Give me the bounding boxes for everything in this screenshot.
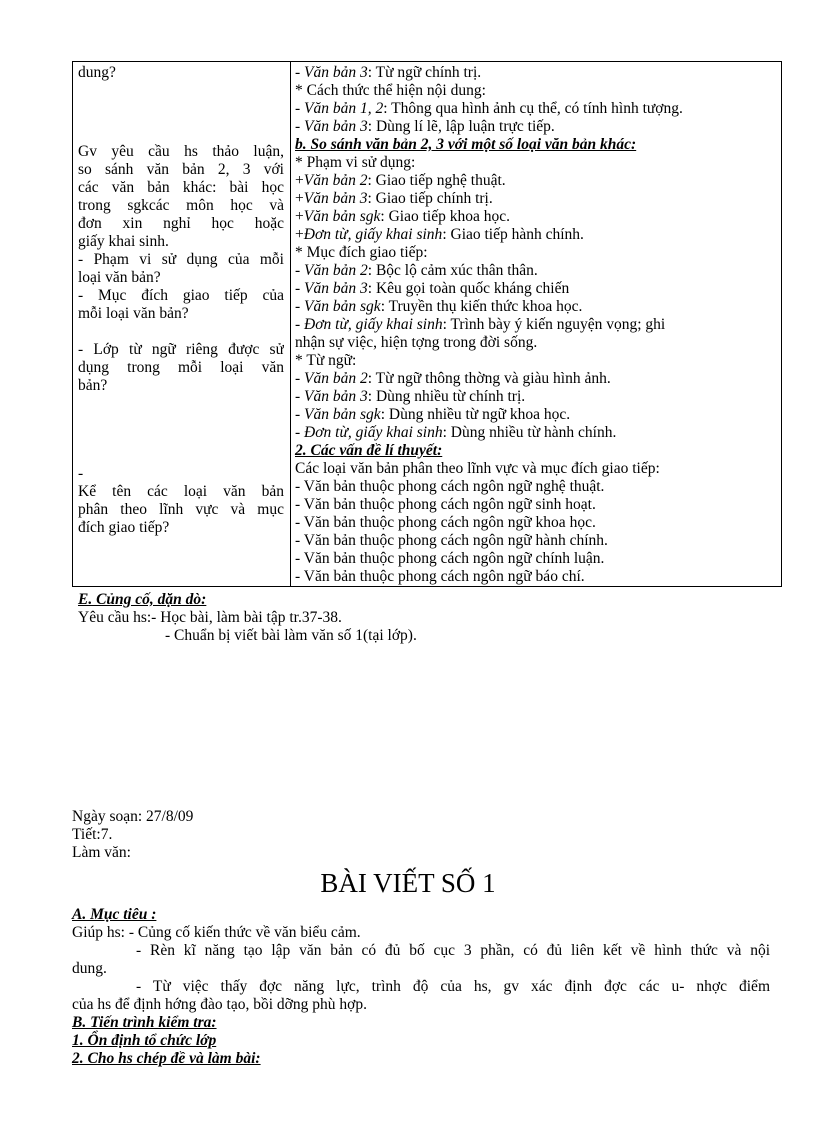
right-cell-line: - Văn bản 3: Kêu gọi toàn quốc kháng chiến (295, 280, 570, 297)
right-cell-line: - Văn bản 3: Dùng lí lẽ, lập luận trực tiếp. (295, 118, 555, 135)
right-cell-line: - Văn bản thuộc phong cách ngôn ngữ khoa học. (295, 514, 596, 531)
left-cell-line: đích giao tiếp? (78, 519, 170, 536)
right-cell-line: * Cách thức thể hiện nội dung: (295, 82, 486, 99)
right-cell-line: - Văn bản sgk: Dùng nhiều từ ngữ khoa học. (295, 406, 571, 423)
objective-line: - Rèn kĩ năng tạo lập văn bản có đủ bố cục 3 phần, có đủ liên kết về hình thức và nội (136, 942, 770, 959)
left-cell-line: trong sgkcác môn học và (78, 197, 284, 214)
right-cell-line: - Văn bản thuộc phong cách ngôn ngữ nghệ thuật. (295, 478, 605, 495)
step-organize-class: 1. Ổn định tổ chức lớp (72, 1032, 217, 1049)
objectives-heading: A. Mục tiêu : (72, 906, 157, 923)
left-cell-line: dụng trong mỗi loại văn (78, 359, 284, 376)
right-cell-line: - Văn bản thuộc phong cách ngôn ngữ hành chính. (295, 532, 608, 549)
left-cell-line: các văn bản khác: bài học (78, 179, 284, 196)
right-cell-line: * Phạm vi sử dụng: (295, 154, 416, 171)
objective-line: Giúp hs: - Củng cố kiến thức về văn biểu cảm. (72, 924, 361, 941)
objective-line: dung. (72, 960, 107, 977)
right-cell-line: - Văn bản 3: Từ ngữ chính trị. (295, 64, 482, 81)
right-cell-line: - Văn bản 2: Bộc lộ cảm xúc thân thân. (295, 262, 538, 279)
subject: Làm văn: (72, 844, 131, 861)
right-cell-line: - Văn bản thuộc phong cách ngôn ngữ báo chí. (295, 568, 585, 585)
lesson-table (72, 61, 782, 587)
objective-line: của hs để định hớng đào tạo, bồi dỡng phù hợp. (72, 996, 367, 1013)
right-cell-heading: 2. Các vấn đề lí thuyết: (295, 442, 443, 459)
right-cell-line: * Mục đích giao tiếp: (295, 244, 428, 261)
right-cell-line: - Văn bản 1, 2: Thông qua hình ảnh cụ thể, có tính hình tượng. (295, 100, 683, 117)
right-cell-line: - Văn bản 3: Dùng nhiều từ chính trị. (295, 388, 526, 405)
right-cell-line: * Từ ngữ: (295, 352, 357, 369)
right-cell-line: - Văn bản thuộc phong cách ngôn ngữ sinh hoạt. (295, 496, 596, 513)
left-cell-line: - Lớp từ ngữ riêng được sử (78, 341, 284, 358)
consolidation-heading: E. Củng cố, dặn dò: (78, 591, 207, 608)
left-cell-line: Gv yêu cầu hs thảo luận, (78, 143, 284, 160)
left-cell-line: - Mục đích giao tiếp của (78, 287, 284, 304)
right-cell-line: - Văn bản thuộc phong cách ngôn ngữ chính luận. (295, 550, 605, 567)
column-divider (290, 62, 291, 586)
consolidation-line: Yêu cầu hs:- Học bài, làm bài tập tr.37-38. (78, 609, 342, 626)
consolidation-line: - Chuẩn bị viết bài làm văn số 1(tại lớp). (165, 627, 417, 644)
left-cell-line: - (78, 465, 84, 482)
preparation-date: Ngày soạn: 27/8/09 (72, 808, 194, 825)
left-cell-line: dung? (78, 64, 116, 81)
right-cell-line: - Văn bản sgk: Truyền thụ kiến thức khoa học. (295, 298, 583, 315)
page-title: BÀI VIẾT SỐ 1 (320, 868, 496, 898)
progress-heading: B. Tiến trình kiểm tra: (72, 1014, 217, 1031)
left-cell-line: so sánh văn bản 2, 3 với (78, 161, 284, 178)
left-cell-line: mỗi loại văn bản? (78, 305, 189, 322)
left-cell-line: phân theo lĩnh vực và mục (78, 501, 284, 518)
right-cell-line: +Văn bản 3: Giao tiếp chính trị. (295, 190, 493, 207)
right-cell-line: +Văn bản 2: Giao tiếp nghệ thuật. (295, 172, 506, 189)
right-cell-line: Các loại văn bản phân theo lĩnh vực và mục đích giao tiếp: (295, 460, 660, 477)
right-cell-line: - Đơn từ, giấy khai sinh: Trình bày ý kiến nguyện vọng; ghi (295, 316, 666, 333)
left-cell-line: đơn xin nghỉ học hoặc (78, 215, 284, 232)
objective-line: - Từ việc thấy đợc năng lực, trình độ của hs, gv xác định đợc các u- nhợc điểm (136, 978, 770, 995)
right-cell-line: - Văn bản 2: Từ ngữ thông thờng và giàu hình ảnh. (295, 370, 611, 387)
left-cell-line: - Phạm vi sử dụng của mỗi (78, 251, 284, 268)
left-cell-line: Kể tên các loại văn bản (78, 483, 284, 500)
step-write-assignment: 2. Cho hs chép đề và làm bài: (72, 1050, 261, 1067)
period: Tiết:7. (72, 826, 113, 843)
right-cell-line: - Đơn từ, giấy khai sinh: Dùng nhiều từ hành chính. (295, 424, 617, 441)
left-cell-line: giấy khai sinh. (78, 233, 169, 250)
right-cell-line: +Văn bản sgk: Giao tiếp khoa học. (295, 208, 510, 225)
left-cell-line: bản? (78, 377, 108, 394)
right-cell-line: +Đơn từ, giấy khai sinh: Giao tiếp hành chính. (295, 226, 584, 243)
right-cell-heading: b. So sánh văn bản 2, 3 với một số loại văn bản khác: (295, 136, 637, 153)
right-cell-line: nhận sự việc, hiện tợng trong đời sống. (295, 334, 538, 351)
left-cell-line: loại văn bản? (78, 269, 161, 286)
